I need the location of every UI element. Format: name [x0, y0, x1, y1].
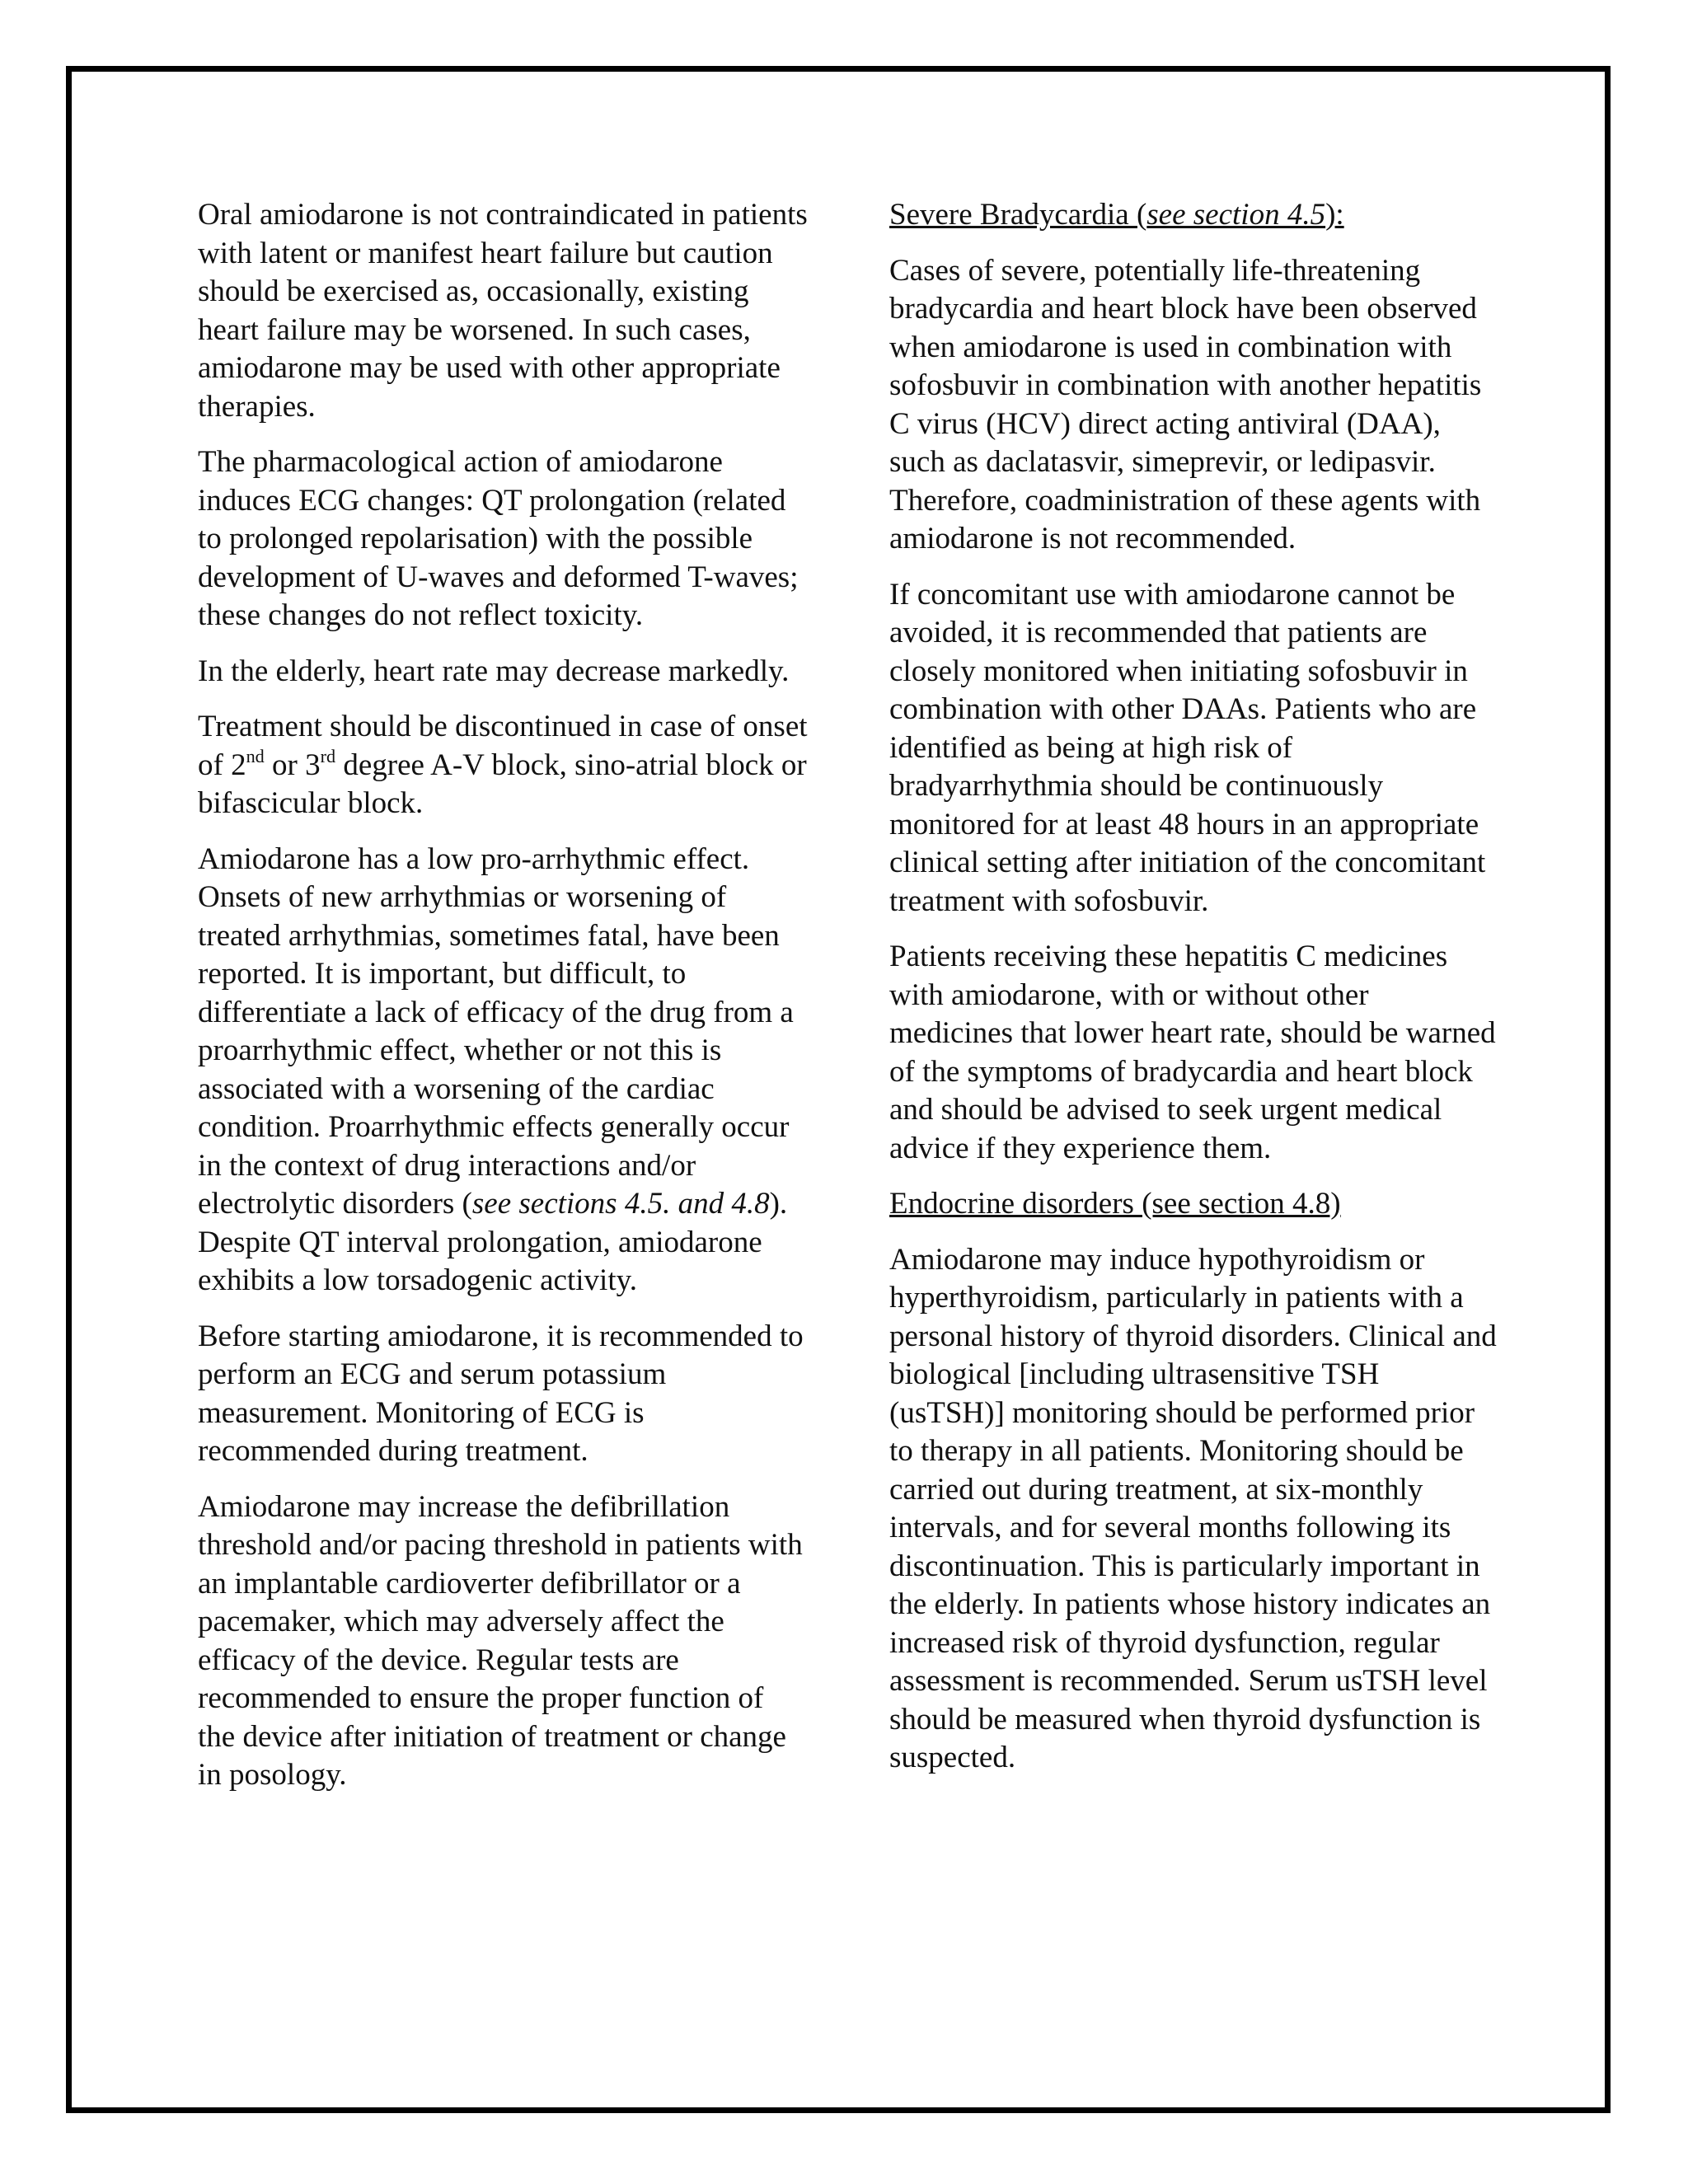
- bradycardia-heading-a: Severe Bradycardia (: [889, 198, 1147, 232]
- proarrhythmic-section-ref: see sections 4.5. and 4.8: [471, 1187, 770, 1221]
- av-block-text-b: or 3: [264, 748, 321, 782]
- paragraph-thyroid: Amiodarone may induce hypothyroidism or hyperthyroidism, particularly in patients with a personal history of thyroid disorders. Clinical and biological [including ultrasensitive TSH (usTSH)] monitoring should be performed prior to therapy in all patients. Monitoring should be carried out during treatment, at six-monthly intervals, and for several months following its discontinuation. This is particularly important in the elderly. In patients whose history indicates an increased risk of thyroid dysfunction, regular assessment is recommended. Serum usTSH level should be measured when thyroid dysfunction is suspected.: [889, 1242, 1497, 1774]
- paragraph-patient-warning: Patients receiving these hepatitis C medicines with amiodarone, with or without other medicines that lower heart rate, should be warned of the symptoms of bradycardia and heart block and should be advised to seek urgent medical advice if they experience them.: [889, 940, 1496, 1165]
- superscript-nd: nd: [246, 746, 265, 767]
- paragraph-heart-failure: Oral amiodarone is not contraindicated in patients with latent or manifest heart failure but caution should be exercised as, occasionally, existing heart failure may be worsened. In such cases, amiodarone may be used with other appropriate therapies.: [198, 198, 808, 424]
- paragraph-av-block: [198, 708, 808, 823]
- proarrhythmic-text-a: Amiodarone has a low pro-arrhythmic effect. Onsets of new arrhythmias or worsening of treated arrhythmias, sometimes fatal, have been reported. It is important, but difficult, to differentiate a lack of efficacy of the drug from a proarrhythmic effect, whether or not this is associated with a worsening of the cardiac condition. Proarrhythmic effects generally occur in the context of drug interactions and/or electrolytic disorders (: [198, 841, 794, 1221]
- paragraph-elderly-heart-rate: In the elderly, heart rate may decrease markedly.: [198, 654, 790, 688]
- paragraph-ecg-changes: The pharmacological action of amiodarone induces ECG changes: QT prolongation (related to prolonged repolarisation) with the possible development of U-waves and deformed T-waves; these changes do not reflect toxicity.: [198, 445, 799, 632]
- bradycardia-heading-b: ):: [1325, 198, 1344, 232]
- left-column: [198, 196, 808, 1812]
- proarrhythmic-text-b: ). Despite QT interval prolongation, amiodarone exhibits a low torsadogenic activity.: [198, 1187, 788, 1297]
- av-block-text-a: Treatment should be discontinued in case of onset of 2: [198, 710, 808, 782]
- bradycardia-section-ref: see section 4.5: [1146, 198, 1326, 232]
- right-column: [889, 196, 1499, 1795]
- heading-endocrine-disorders: Endocrine disorders (see section 4.8): [889, 1187, 1341, 1221]
- superscript-rd: rd: [320, 746, 336, 767]
- paragraph-before-starting: Before starting amiodarone, it is recommended to perform an ECG and serum potassium measurement. Monitoring of ECG is recommended during treatment.: [198, 1319, 804, 1468]
- paragraph-defibrillation: Amiodarone may increase the defibrillation threshold and/or pacing threshold in patients with an implantable cardioverter defibrillator or a pacemaker, which may adversely affect the efficacy of the device. Regular tests are recommended to ensure the proper function of the device after initiation of treatment or change in posology.: [198, 1489, 803, 1792]
- paragraph-bradycardia-cases: Cases of severe, potentially life-threatening bradycardia and heart block have been observed when amiodarone is used in combination with sofosbuvir in combination with another hepatitis C virus (HCV) direct acting antiviral (DAA), such as daclatasvir, simeprevir, or ledipasvir. Therefore, coadministration of these agents with amiodarone is not recommended.: [889, 253, 1482, 555]
- av-block-text-c: degree A-V block, sino-atrial block or bifascicular block.: [198, 748, 807, 820]
- heading-severe-bradycardia: [889, 196, 1499, 235]
- paragraph-proarrhythmic: [198, 841, 808, 1301]
- paragraph-concomitant-use: If concomitant use with amiodarone cannot be avoided, it is recommended that patients are closely monitored when initiating sofosbuvir in combination with other DAAs. Patients who are identified as being at high risk of bradyarrhythmia should be continuously monitored for at least 48 hours in an appropriate clinical setting after initiation of the concomitant treatment with sofosbuvir.: [889, 577, 1486, 918]
